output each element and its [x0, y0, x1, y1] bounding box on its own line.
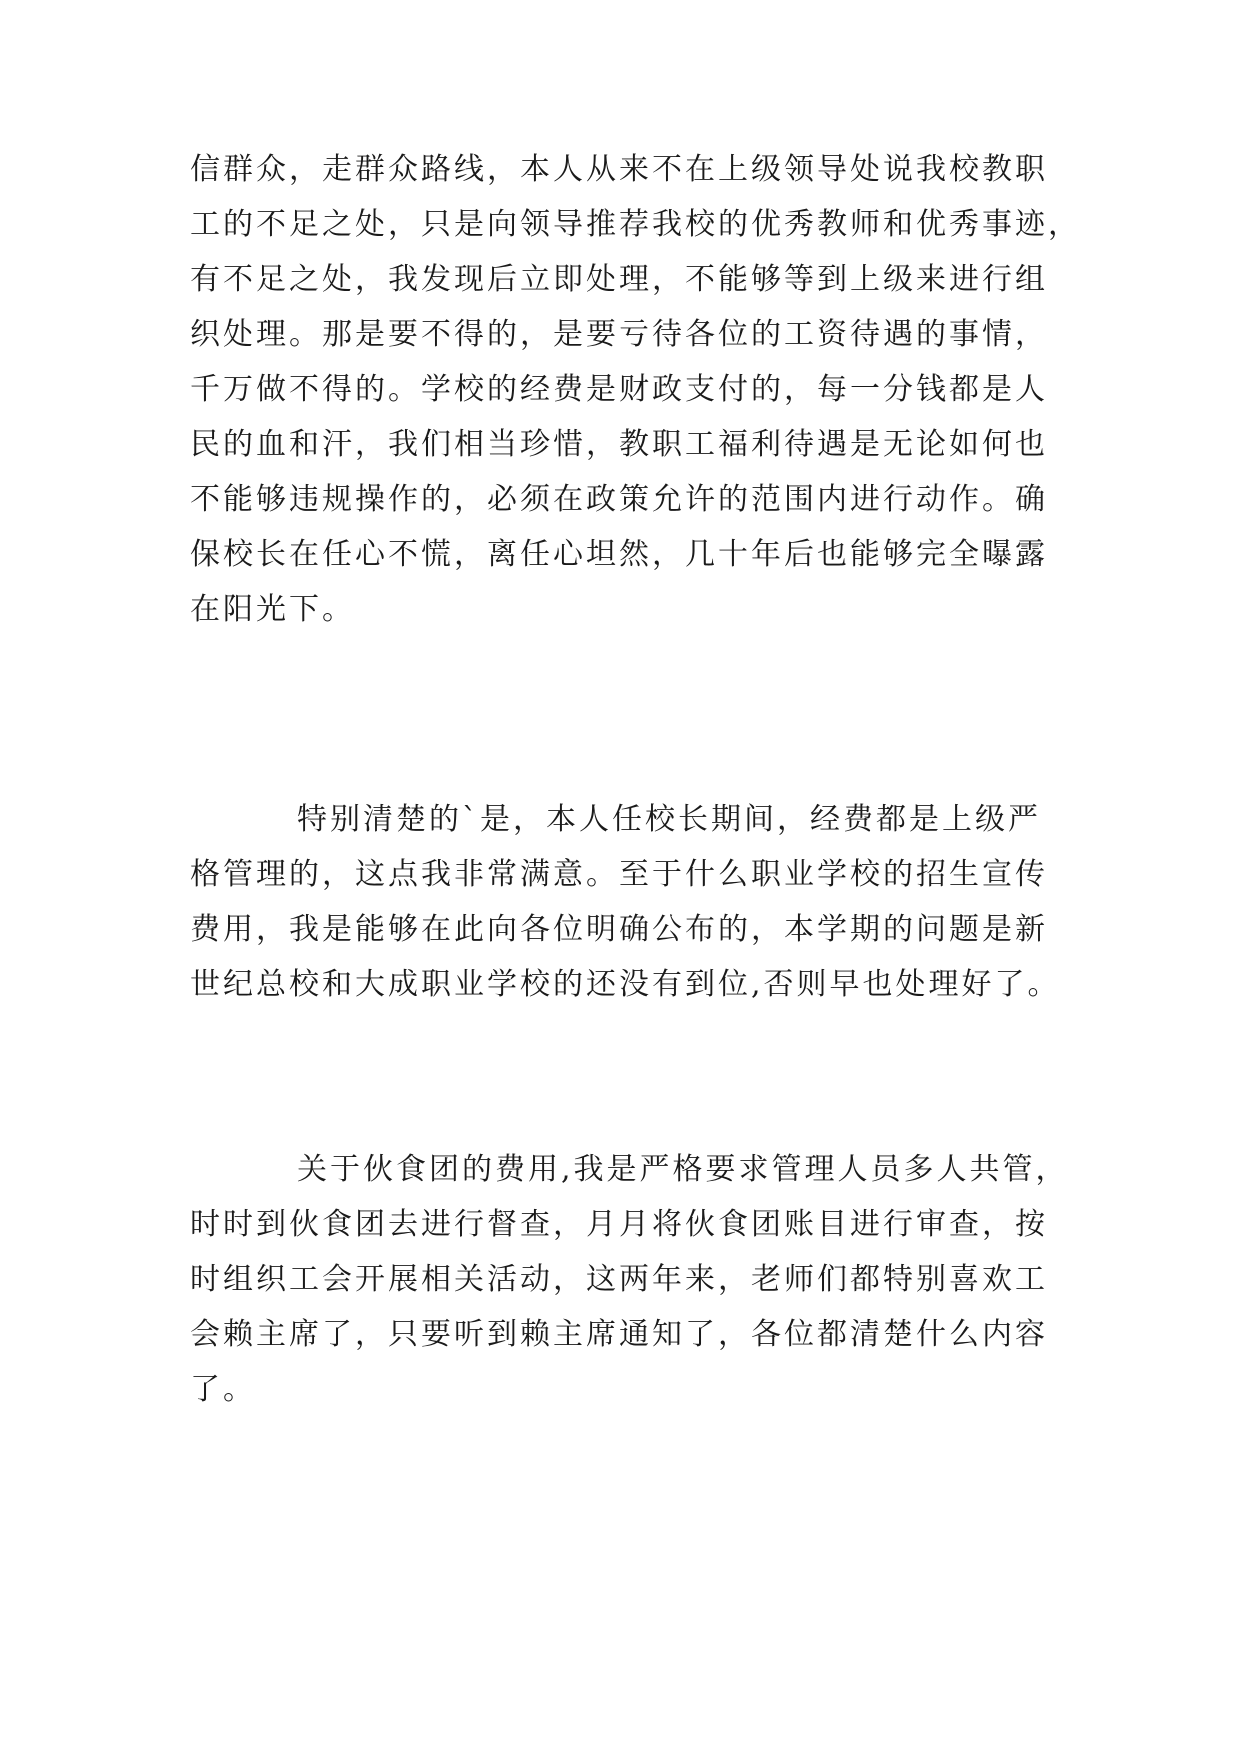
paragraph-line: 时时到伙食团去进行督查，月月将伙食团账目进行审查，按 — [190, 1207, 1048, 1242]
paragraph-line: 会赖主席了，只要听到赖主席通知了，各位都清楚什么内容 — [190, 1317, 1048, 1352]
paragraph-line: 保校长在任心不慌，离任心坦然，几十年后也能够完全曝露 — [190, 537, 1048, 572]
paragraph-line: 关于伙食团的费用,我是严格要求管理人员多人共管， — [297, 1152, 1069, 1187]
paragraph-line: 世纪总校和大成职业学校的还没有到位,否则早也处理好了。 — [190, 967, 1061, 1002]
paragraph-line: 特别清楚的`是，本人任校长期间，经费都是上级严 — [297, 802, 1041, 837]
paragraph-line: 格管理的，这点我非常满意。至于什么职业学校的招生宣传 — [190, 857, 1048, 892]
paragraph-line: 工的不足之处，只是向领导推荐我校的优秀教师和优秀事迹， — [190, 207, 1081, 242]
paragraph-line: 费用，我是能够在此向各位明确公布的，本学期的问题是新 — [190, 912, 1048, 947]
paragraph-line: 在阳光下。 — [190, 592, 355, 627]
paragraph-line: 了。 — [190, 1372, 256, 1407]
paragraph-line: 不能够违规操作的，必须在政策允许的范围内进行动作。确 — [190, 482, 1048, 517]
paragraph-line: 织处理。那是要不得的，是要亏待各位的工资待遇的事情， — [190, 317, 1048, 352]
paragraph-line: 民的血和汗，我们相当珍惜，教职工福利待遇是无论如何也 — [190, 427, 1048, 462]
paragraph-line: 信群众，走群众路线，本人从来不在上级领导处说我校教职 — [190, 152, 1048, 187]
paragraph-line: 有不足之处，我发现后立即处理，不能够等到上级来进行组 — [190, 262, 1048, 297]
paragraph-line: 时组织工会开展相关活动，这两年来，老师们都特别喜欢工 — [190, 1262, 1048, 1297]
paragraph-line: 千万做不得的。学校的经费是财政支付的，每一分钱都是人 — [190, 372, 1048, 407]
